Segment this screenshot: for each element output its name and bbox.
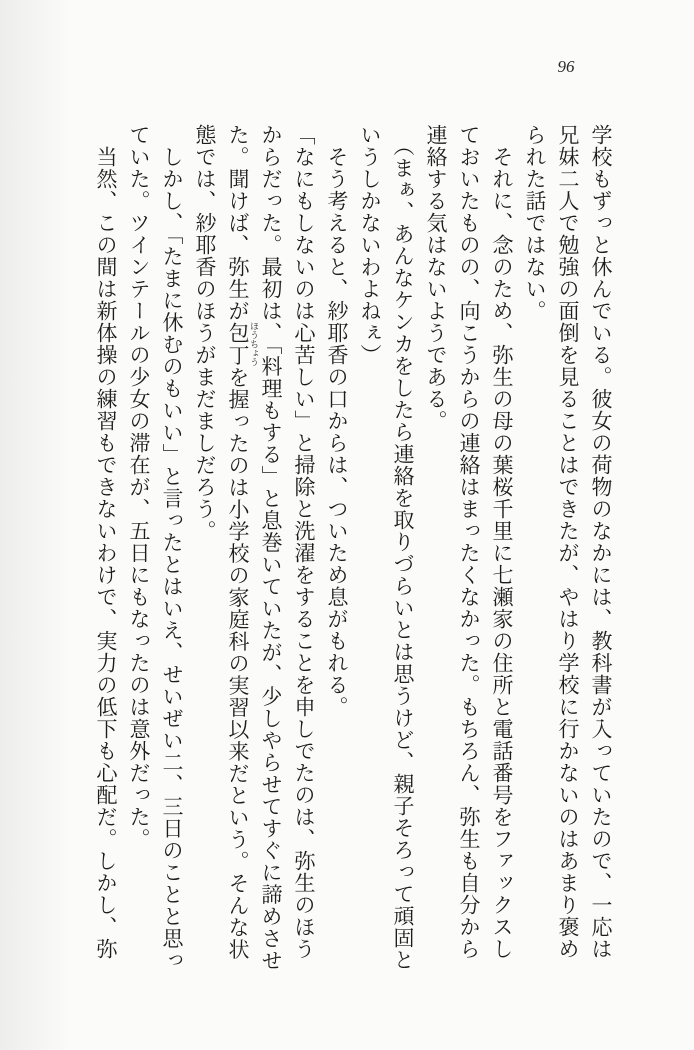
furigana-ruby: 包丁 ほうちょう [226, 321, 259, 367]
body-text [89, 124, 617, 973]
paragraph: そう考えると、紗耶香の口からは、ついため息がもれる。 [325, 146, 349, 718]
page-number: 96 [557, 57, 575, 76]
page-gutter-shadow [0, 0, 72, 1050]
paragraph: 学校もずっと休んでいる。彼女の荷物のなかには、教科書が入っていたので、一応は兄妹二人で勉強の面倒を見ることはできたが、やはり学校に行かないのはあまり褒められた話ではない。 [523, 124, 613, 960]
paragraph: 当然、この間は新体操の練習もできないわけで、実力の低下も心配だ。しかし、弥 [94, 146, 118, 960]
paragraph: （まぁ、あんなケンカをしたら連絡を取りづらいとは思うけど、親子そろって頑固というしかないわよねぇ） [358, 124, 415, 971]
paragraph: 「なにもしないのは心苦しい」と掃除と洗濯をすることを申しでたのは、弥生のほうからだった。最初は、「料理もする」と息巻いていたが、少しやらせてすぐに諦めさせた。聞けば、弥生が包丁 ほうちょうを握ったのは小学校の家庭科の実習以来だという。そんな状態では、紗耶香のほうがまだましだろう。 [193, 124, 316, 972]
paragraph: それに、念のため、弥生の母の葉桜千里に七瀬家の住所と電話番号をファックスしておいたものの、向こうからの連絡はまったくなかった。もちろん、弥生も自分から連絡する気はないようである。 [424, 124, 514, 960]
paragraph: しかし、「たまに休むのもいい」と言ったとはいえ、せいぜい二、三日のことと思っていた。ツインテールの少女の滞在が、五日にもなったのは意外だった。 [127, 124, 184, 972]
